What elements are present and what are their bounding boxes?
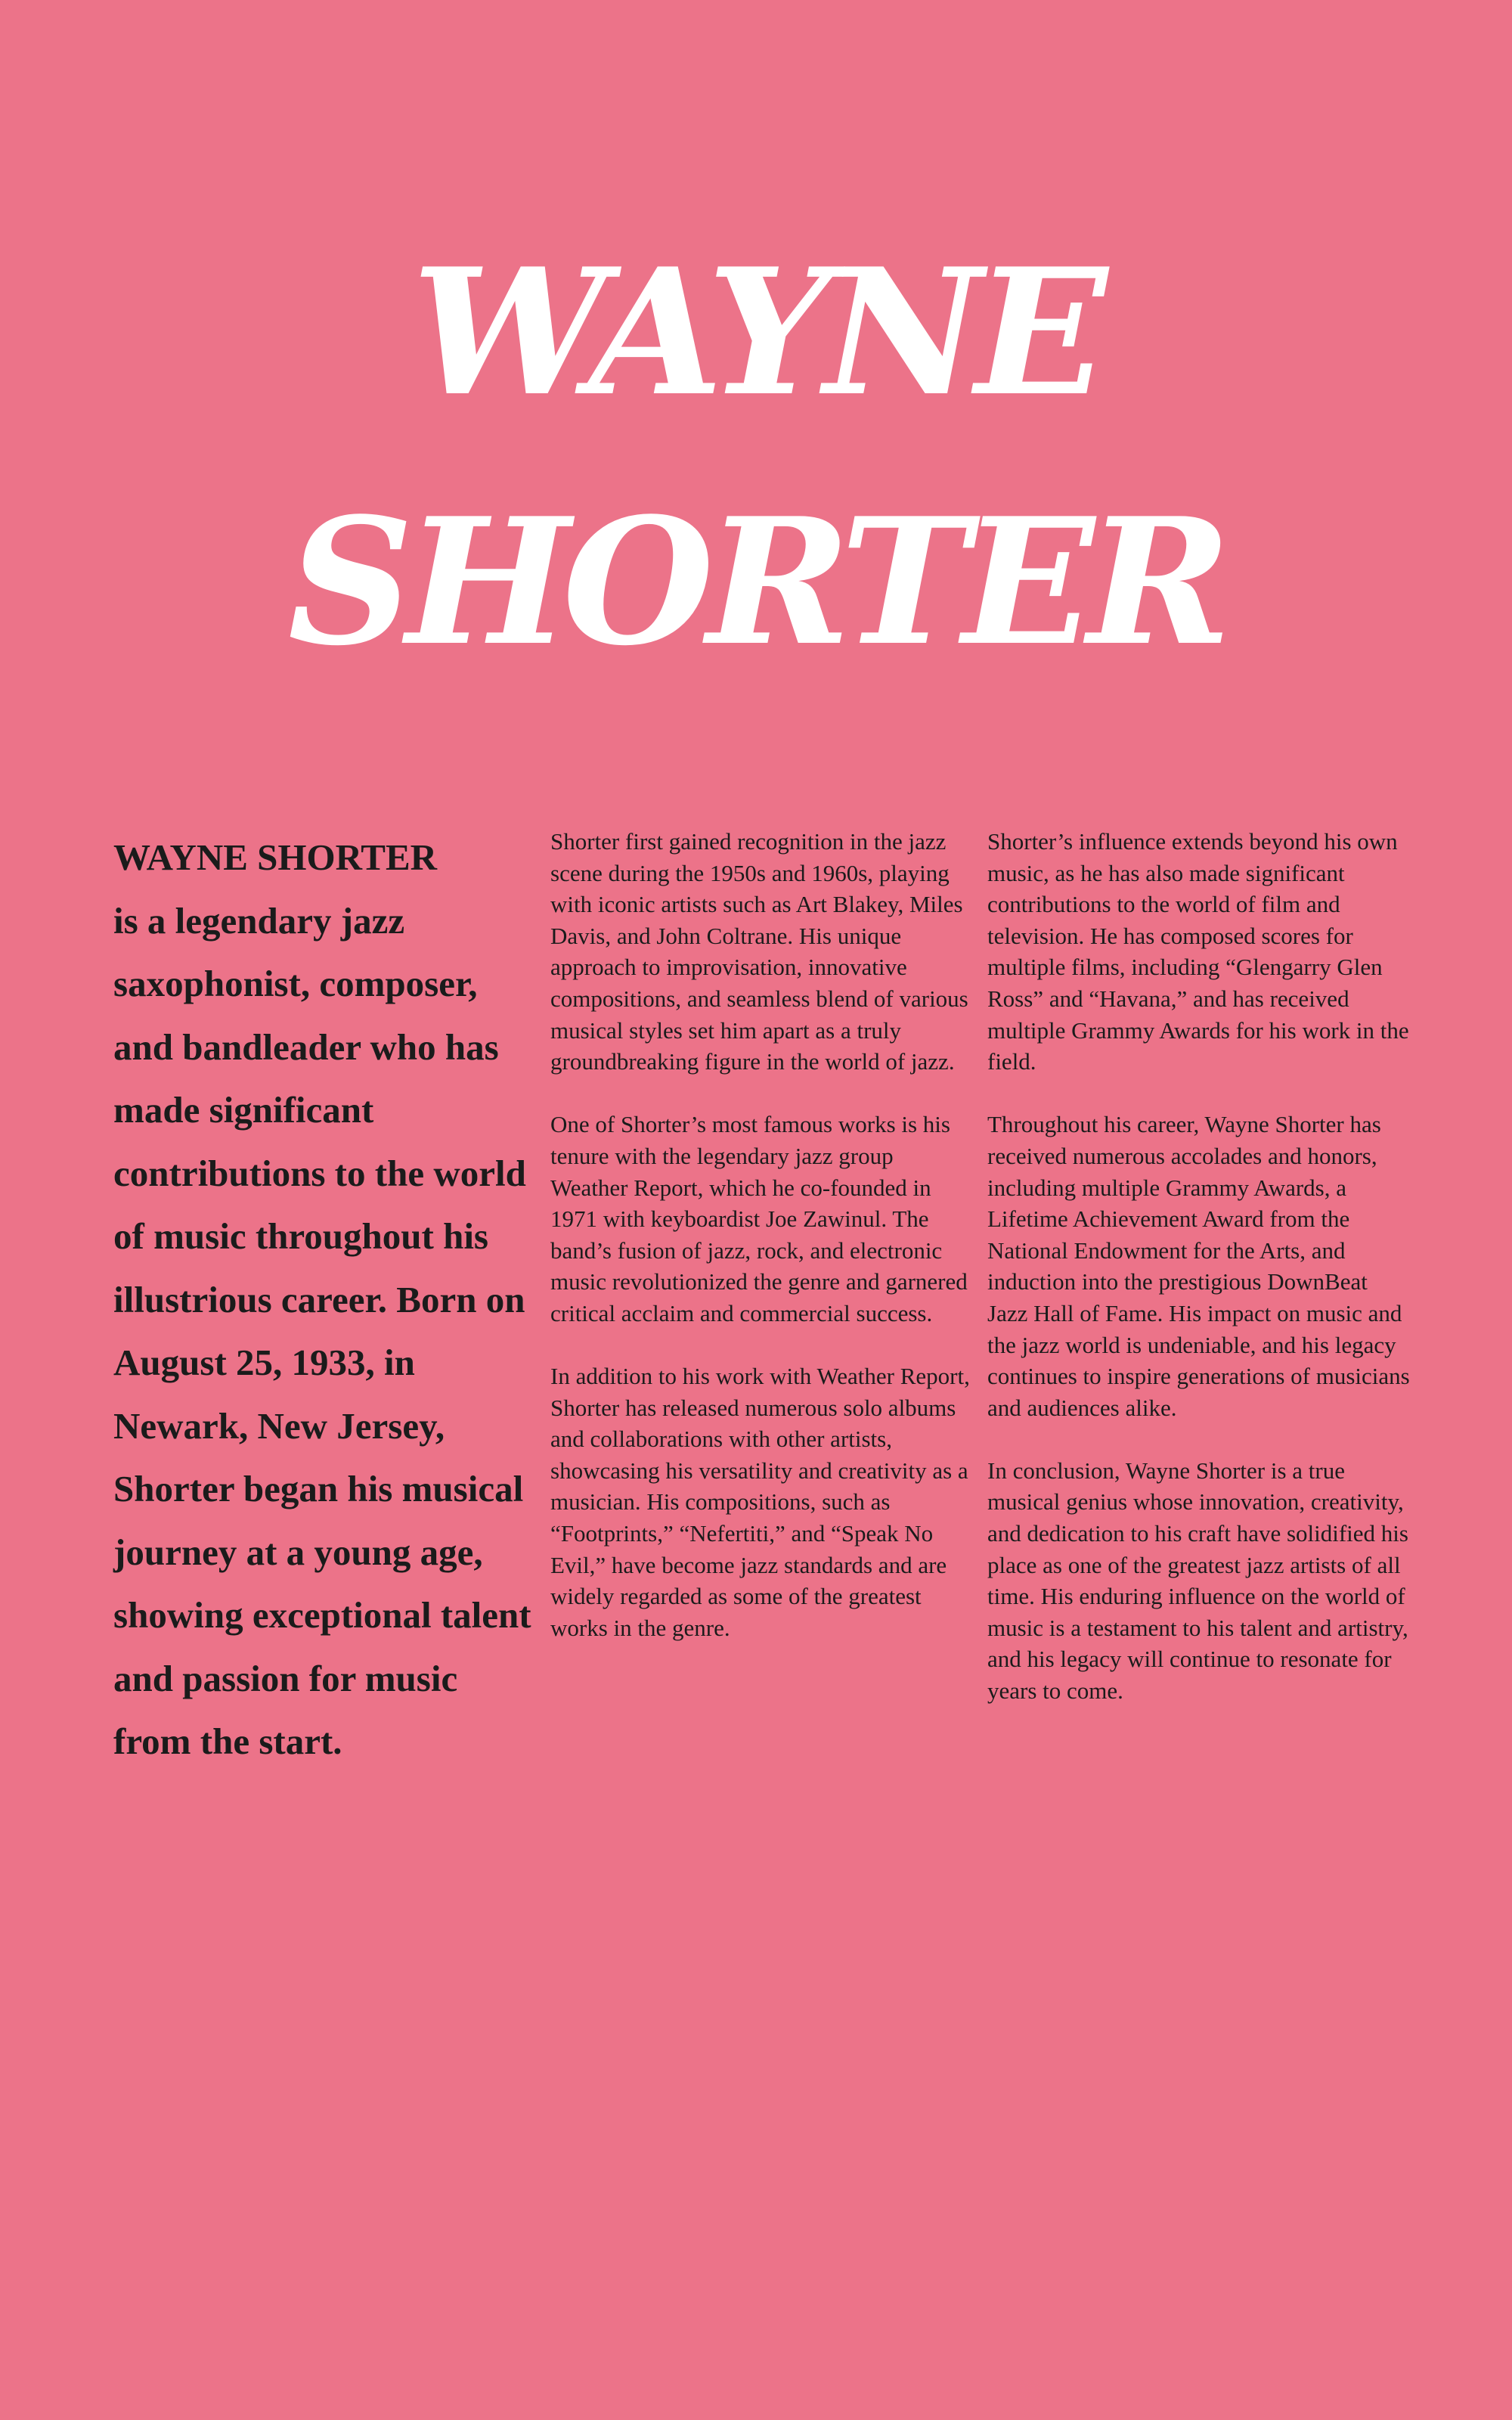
- body-paragraph: In addition to his work with Weather Report, Shorter has released numerous solo albums and collaborations with other artists, showcasing his versatility and creativity as a musician. His compositions, such as “Footprints,” “Nefertiti,” and “Speak No Evil,” have become jazz standards and are widely regarded as some of the greatest works in the genre.: [550, 1363, 970, 1641]
- body-paragraph: Throughout his career, Wayne Shorter has received numerous accolades and honors, including multiple Grammy Awards, a Lifetime Achievement Award from the National Endowment for the Arts, and induction into the prestigious DownBeat Jazz Hall of Fame. His impact on music and the jazz world is undeniable, and his legacy continues to inspire generations of musicians and audiences alike.: [987, 1111, 1410, 1421]
- body-paragraph: One of Shorter’s most famous works is his tenure with the legendary jazz group Weather Report, which he co-founded in 1971 with keyboardist Joe Zawinul. The band’s fusion of jazz, rock, and electronic music revolutionized the genre and garnered critical acclaim and commercial success.: [550, 1111, 968, 1326]
- title-line-1: WAYNE: [411, 231, 1101, 435]
- lead-label: WAYNE SHORTER: [113, 836, 438, 878]
- page-title: [0, 208, 1512, 707]
- lead-column: [113, 826, 537, 1773]
- body-paragraph: In conclusion, Wayne Shorter is a true musical genius whose innovation, creativity, and dedication to his craft have solidified his place as one of the greatest jazz artists of all time. His enduring influence on the world of music is a testament to his talent and artistry, and his legacy will continue to resonate for years to come.: [987, 1457, 1408, 1705]
- body-column-3: [987, 826, 1411, 1738]
- title-line-2: SHORTER: [287, 480, 1225, 684]
- body-paragraph: Shorter first gained recognition in the jazz scene during the 1950s and 1960s, playing with iconic artists such as Art Blakey, Miles Davis, and John Coltrane. His unique approach to improvisation, innovative compositions, and seamless blend of various musical styles set him apart as a truly groundbreaking figure in the world of jazz.: [550, 828, 968, 1075]
- lead-text: is a legendary jazz saxophonist, composer, and bandleader who has made significant contributions to the world of music throughout his illustrious career. Born on August 25, 1933, in Newark, New Jersey, Shorter began his musical journey at a young age, showing exceptional talent and passion for music from the start.: [113, 899, 531, 1762]
- body-column-2: [550, 826, 974, 1675]
- body-paragraph: Shorter’s influence extends beyond his own music, as he has also made significant contributions to the world of film and television. He has composed scores for multiple films, including “Glengarry Glen Ross” and “Havana,” and has received multiple Grammy Awards for his work in the field.: [987, 828, 1409, 1075]
